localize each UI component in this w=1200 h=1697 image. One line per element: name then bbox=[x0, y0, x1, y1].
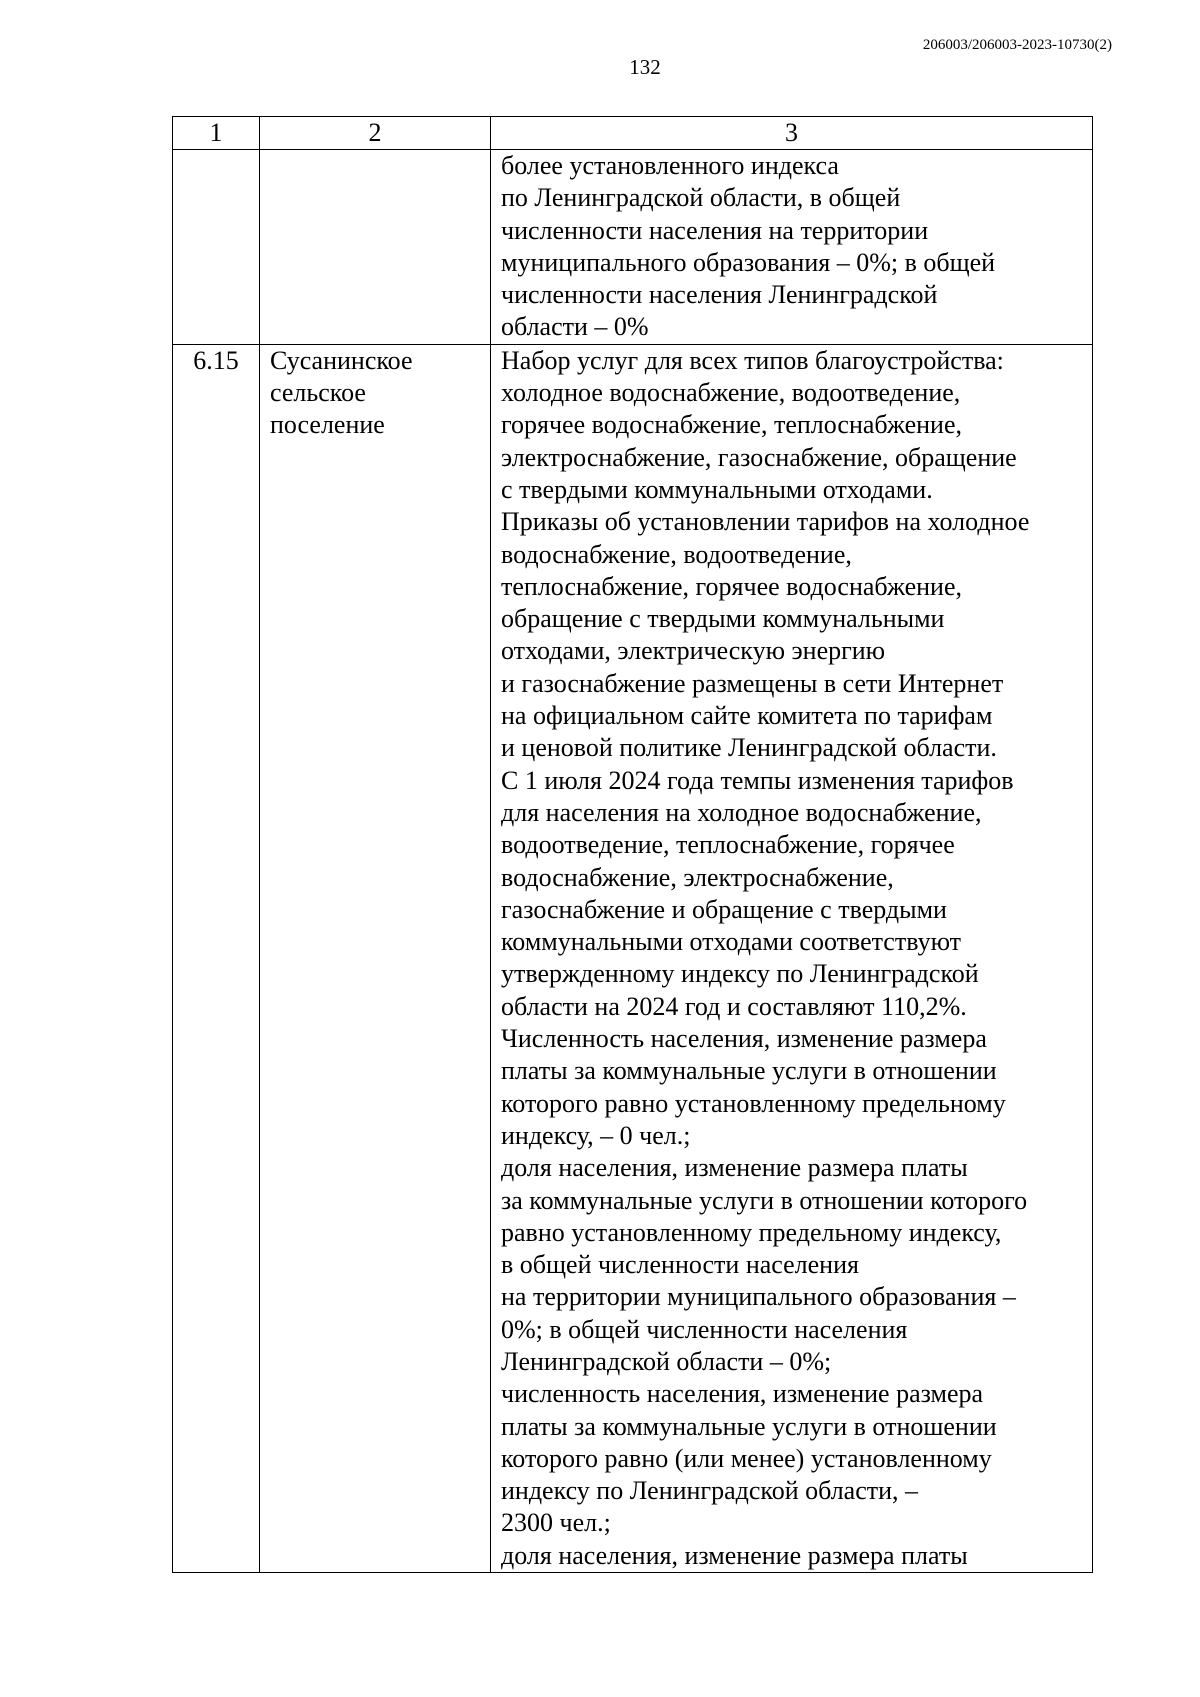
description-line: горячее водоснабжение, теплоснабжение, bbox=[501, 410, 963, 440]
description-cell bbox=[491, 344, 1093, 1572]
description-line: доля населения, изменение размера платы bbox=[501, 1153, 968, 1183]
description-line: индексу по Ленинградской области, – bbox=[501, 1476, 919, 1506]
column-header-2: 2 bbox=[260, 117, 491, 150]
description-line: с твердыми коммунальными отходами. bbox=[501, 474, 933, 504]
description-line: электроснабжение, газоснабжение, обращение bbox=[501, 442, 1017, 472]
description-line: утвержденному индексу по Ленинградской bbox=[501, 959, 979, 989]
data-table bbox=[172, 116, 1093, 1573]
description-cell bbox=[491, 150, 1093, 345]
description-line: газоснабжение и обращение с твердыми bbox=[501, 894, 947, 924]
description-line: Приказы об установлении тарифов на холодное bbox=[501, 507, 1030, 537]
page-number: 132 bbox=[629, 55, 661, 79]
description-line: области – 0% bbox=[501, 312, 649, 342]
document-id: 206003/206003-2023-10730(2) bbox=[922, 37, 1112, 53]
description-line: области на 2024 год и составляют 110,2%. bbox=[501, 991, 967, 1021]
description-line: равно установленному предельному индексу, bbox=[501, 1217, 1002, 1247]
description-line: численности населения Ленинградской bbox=[501, 280, 938, 310]
description-line: 0%; в общей численности населения bbox=[501, 1314, 908, 1344]
description-line: численности населения на территории bbox=[501, 215, 929, 245]
description-line: Численность населения, изменение размера bbox=[501, 1024, 987, 1054]
description-line: более установленного индекса bbox=[501, 151, 839, 180]
description-line: холодное водоснабжение, водоотведение, bbox=[501, 378, 961, 408]
settlement-name-line: Сусанинское bbox=[270, 345, 413, 375]
description-line: 2300 чел.; bbox=[501, 1508, 611, 1538]
settlement-name-cell bbox=[260, 150, 491, 345]
description-line: на территории муниципального образования – bbox=[501, 1282, 1016, 1312]
table-header-row bbox=[173, 117, 1093, 150]
description-line: и газоснабжение размещены в сети Интернет bbox=[501, 668, 1004, 698]
table-row bbox=[173, 150, 1093, 345]
description-line: на официальном сайте комитета по тарифам bbox=[501, 701, 993, 731]
description-line: обращение с твердыми коммунальными bbox=[501, 604, 945, 634]
description-line: коммунальными отходами соответствуют bbox=[501, 927, 962, 957]
description-line: которого равно (или менее) установленному bbox=[501, 1443, 992, 1473]
description-line: индексу, – 0 чел.; bbox=[501, 1120, 691, 1150]
description-line: Ленинградской области – 0%; bbox=[501, 1346, 832, 1376]
description-line: в общей численности населения bbox=[501, 1250, 859, 1280]
description-line: доля населения, изменение размера платы bbox=[501, 1540, 968, 1570]
description-line: отходами, электрическую энергию bbox=[501, 636, 886, 666]
description-line: для населения на холодное водоснабжение, bbox=[501, 797, 982, 827]
row-number-cell: 6.15 bbox=[173, 344, 260, 1572]
column-header-3: 3 bbox=[491, 117, 1093, 150]
description-line: водоотведение, теплоснабжение, горячее bbox=[501, 830, 955, 860]
description-line: водоснабжение, водоотведение, bbox=[501, 539, 852, 569]
description-line: муниципального образования – 0%; в общей bbox=[501, 247, 996, 277]
description-line: платы за коммунальные услуги в отношении bbox=[501, 1411, 997, 1441]
column-header-1: 1 bbox=[173, 117, 260, 150]
description-line: теплоснабжение, горячее водоснабжение, bbox=[501, 571, 963, 601]
settlement-name-cell bbox=[260, 344, 491, 1572]
table-body bbox=[173, 150, 1093, 1573]
settlement-name-line: сельское bbox=[270, 378, 366, 408]
description-line: которого равно установленному предельному bbox=[501, 1088, 1006, 1118]
description-line: по Ленинградской области, в общей bbox=[501, 183, 901, 213]
description-line: и ценовой политике Ленинградской области. bbox=[501, 733, 997, 763]
description-line: платы за коммунальные услуги в отношении bbox=[501, 1056, 997, 1086]
table-row bbox=[173, 344, 1093, 1572]
row-number-cell bbox=[173, 150, 260, 345]
settlement-name-line: поселение bbox=[270, 410, 385, 440]
description-line: Набор услуг для всех типов благоустройства: bbox=[501, 345, 1004, 375]
description-line: за коммунальные услуги в отношении которого bbox=[501, 1185, 1028, 1215]
description-line: численность населения, изменение размера bbox=[501, 1379, 984, 1409]
description-line: водоснабжение, электроснабжение, bbox=[501, 862, 894, 892]
description-line: С 1 июля 2024 года темпы изменения тарифов bbox=[501, 765, 1014, 795]
